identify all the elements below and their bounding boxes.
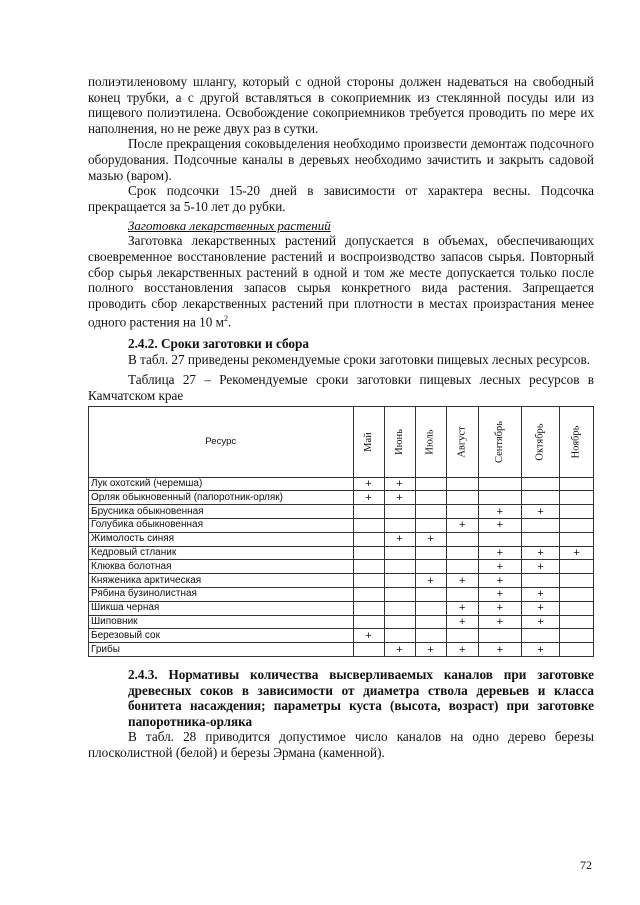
month-mark [415, 477, 446, 491]
month-mark [353, 546, 384, 560]
page-number: 72 [580, 858, 592, 872]
month-mark: + [446, 574, 478, 588]
month-mark [353, 560, 384, 574]
month-mark [446, 477, 478, 491]
month-mark: + [415, 532, 446, 546]
month-mark [446, 505, 478, 519]
table-body [89, 477, 594, 656]
month-mark [446, 491, 478, 505]
month-label: Сентябрь [493, 420, 505, 463]
month-mark: + [353, 477, 384, 491]
resource-name: Грибы [89, 643, 354, 657]
month-mark [478, 532, 521, 546]
month-header [446, 406, 478, 477]
month-mark [415, 519, 446, 533]
month-mark: + [521, 505, 559, 519]
table-row [89, 477, 594, 491]
table-row [89, 615, 594, 629]
paragraph-medicinal-end: . [227, 314, 232, 330]
month-mark: + [478, 601, 521, 615]
month-mark [446, 560, 478, 574]
month-label: Октябрь [534, 423, 546, 461]
month-mark [384, 629, 415, 643]
month-mark [353, 519, 384, 533]
table-caption: Таблица 27 – Рекомендуемые сроки заготовки пищевых лесных ресурсов в Камчатском крае [88, 372, 594, 404]
month-mark: + [521, 643, 559, 657]
month-mark [446, 629, 478, 643]
month-mark [384, 519, 415, 533]
paragraph-2: После прекращения соковыделения необходимо произвести демонтаж подсочного оборудования. Подсочные каналы в деревьях необходимо зачистить и закрыть садовой мазью (варом). [88, 136, 594, 183]
resource-name: Рябина бузинолистная [89, 588, 354, 602]
month-label: Июль [424, 429, 436, 455]
month-mark: + [384, 491, 415, 505]
month-mark [415, 560, 446, 574]
paragraph-1: полиэтиленовому шлангу, который с одной стороны должен надеваться на свободный конец трубки, а с другой вставляться в сокоприемник из стеклянной посуды или из пищевого полиэтилена. Освобождение сокоприемников требуется проводить по мере их наполнения, но не реже двух раз в сутки. [88, 74, 594, 136]
resource-name: Лук охотский (черемша) [89, 477, 354, 491]
month-mark: + [521, 546, 559, 560]
month-mark [521, 477, 559, 491]
month-mark [384, 574, 415, 588]
month-mark: + [478, 519, 521, 533]
month-mark [560, 588, 594, 602]
month-mark [353, 505, 384, 519]
month-mark [521, 629, 559, 643]
paragraph-medicinal [88, 233, 594, 330]
table-row [89, 505, 594, 519]
paragraph-3: Срок подсочки 15-20 дней в зависимости от характера весны. Подсочка прекращается за 5-10 лет до рубки. [88, 183, 594, 214]
table-row [89, 574, 594, 588]
month-mark [560, 477, 594, 491]
month-mark: + [521, 601, 559, 615]
month-mark [560, 601, 594, 615]
resource-name: Княженика арктическая [89, 574, 354, 588]
month-mark [353, 643, 384, 657]
month-mark: + [446, 519, 478, 533]
month-mark: + [353, 491, 384, 505]
month-mark [384, 505, 415, 519]
section-title-242: 2.4.2. Сроки заготовки и сбора [128, 336, 309, 352]
resource-header: Ресурс [89, 406, 354, 477]
table-row [89, 643, 594, 657]
month-mark [415, 505, 446, 519]
table-row [89, 560, 594, 574]
table-row [89, 588, 594, 602]
month-label: Июнь [393, 428, 405, 455]
month-mark: + [446, 643, 478, 657]
month-mark [560, 643, 594, 657]
table-row [89, 629, 594, 643]
resource-name: Шикша черная [89, 601, 354, 615]
table-row [89, 601, 594, 615]
month-header [415, 406, 446, 477]
month-mark [415, 629, 446, 643]
section-text-243: В табл. 28 приводится допустимое число каналов на одно дерево березы плосколистной (белой) и березы Эрмана (каменной). [88, 729, 594, 760]
month-label: Август [456, 425, 468, 458]
month-mark: + [384, 532, 415, 546]
month-mark [521, 519, 559, 533]
section-text-242: В табл. 27 приведены рекомендуемые сроки заготовки пищевых лесных ресурсов. [128, 351, 591, 367]
month-mark [560, 491, 594, 505]
month-mark: + [478, 560, 521, 574]
month-mark [384, 546, 415, 560]
month-mark [353, 601, 384, 615]
month-mark: + [446, 601, 478, 615]
month-mark [446, 546, 478, 560]
month-mark [384, 615, 415, 629]
table-row [89, 546, 594, 560]
resource-name: Березовый сок [89, 629, 354, 643]
superscript-2: 2 [223, 314, 228, 324]
subheading-medicinal: Заготовка лекарственных растений [128, 218, 331, 234]
month-mark: + [446, 615, 478, 629]
month-mark: + [478, 546, 521, 560]
month-header [478, 406, 521, 477]
month-header [353, 406, 384, 477]
resource-name: Голубика обыкновенная [89, 519, 354, 533]
month-mark: + [478, 615, 521, 629]
month-mark: + [478, 505, 521, 519]
month-mark: + [521, 615, 559, 629]
month-mark [415, 491, 446, 505]
table-row [89, 519, 594, 533]
month-label: Май [362, 431, 374, 452]
paragraph-medicinal-text: Заготовка лекарственных растений допускается в объемах, обеспечивающих своевременное восстановление растений и воспроизводство запасов сырья. Повторный сбор сырья лекарственных растений в одной и том же месте допускается только после полного восстановления запасов сырья конкретного вида растения. Запрещается проводить сбор лекарственных растений при плотности в местах произрастания менее одного растения на 10 м [88, 233, 594, 330]
month-mark: + [384, 643, 415, 657]
table-row [89, 491, 594, 505]
resource-name: Брусника обыкновенная [89, 505, 354, 519]
section-title-243: 2.4.3. Нормативы количества высверливаемых каналов при заготовке древесных соков в зависимости от диаметра ствола деревьев и класса бонитета насаждения; параметры куста (высота, возраст) при заготовке папоротника-орляка [128, 667, 594, 729]
month-mark: + [353, 629, 384, 643]
month-mark [560, 629, 594, 643]
resource-name: Жимолость синяя [89, 532, 354, 546]
resource-name: Орляк обыкновенный (папоротник-орляк) [89, 491, 354, 505]
month-header [560, 406, 594, 477]
month-mark [521, 532, 559, 546]
month-mark: + [478, 574, 521, 588]
month-mark [521, 491, 559, 505]
month-mark [560, 519, 594, 533]
month-label: Ноябрь [570, 425, 582, 459]
month-mark [560, 560, 594, 574]
month-mark [384, 560, 415, 574]
resource-name: Кедровый стланик [89, 546, 354, 560]
month-mark [446, 532, 478, 546]
month-mark [521, 574, 559, 588]
month-header [521, 406, 559, 477]
table-header-row [89, 406, 594, 477]
month-mark [384, 601, 415, 615]
month-mark [478, 629, 521, 643]
resource-name: Шиповник [89, 615, 354, 629]
resource-name: Клюква болотная [89, 560, 354, 574]
month-mark: + [521, 588, 559, 602]
month-header [384, 406, 415, 477]
month-mark [415, 588, 446, 602]
month-mark [353, 615, 384, 629]
page-content [88, 74, 594, 761]
month-mark [353, 574, 384, 588]
month-mark [353, 588, 384, 602]
month-mark [384, 588, 415, 602]
month-mark [560, 532, 594, 546]
month-mark: + [560, 546, 594, 560]
month-mark: + [478, 588, 521, 602]
month-mark [478, 477, 521, 491]
table-row [89, 532, 594, 546]
month-mark: + [384, 477, 415, 491]
month-mark [446, 588, 478, 602]
resources-table [88, 406, 594, 657]
month-mark [560, 505, 594, 519]
month-mark: + [415, 574, 446, 588]
month-mark: + [521, 560, 559, 574]
month-mark: + [478, 643, 521, 657]
month-mark [415, 601, 446, 615]
month-mark [415, 546, 446, 560]
month-mark [478, 491, 521, 505]
month-mark [560, 615, 594, 629]
month-mark: + [415, 643, 446, 657]
month-mark [560, 574, 594, 588]
month-mark [415, 615, 446, 629]
month-mark [353, 532, 384, 546]
